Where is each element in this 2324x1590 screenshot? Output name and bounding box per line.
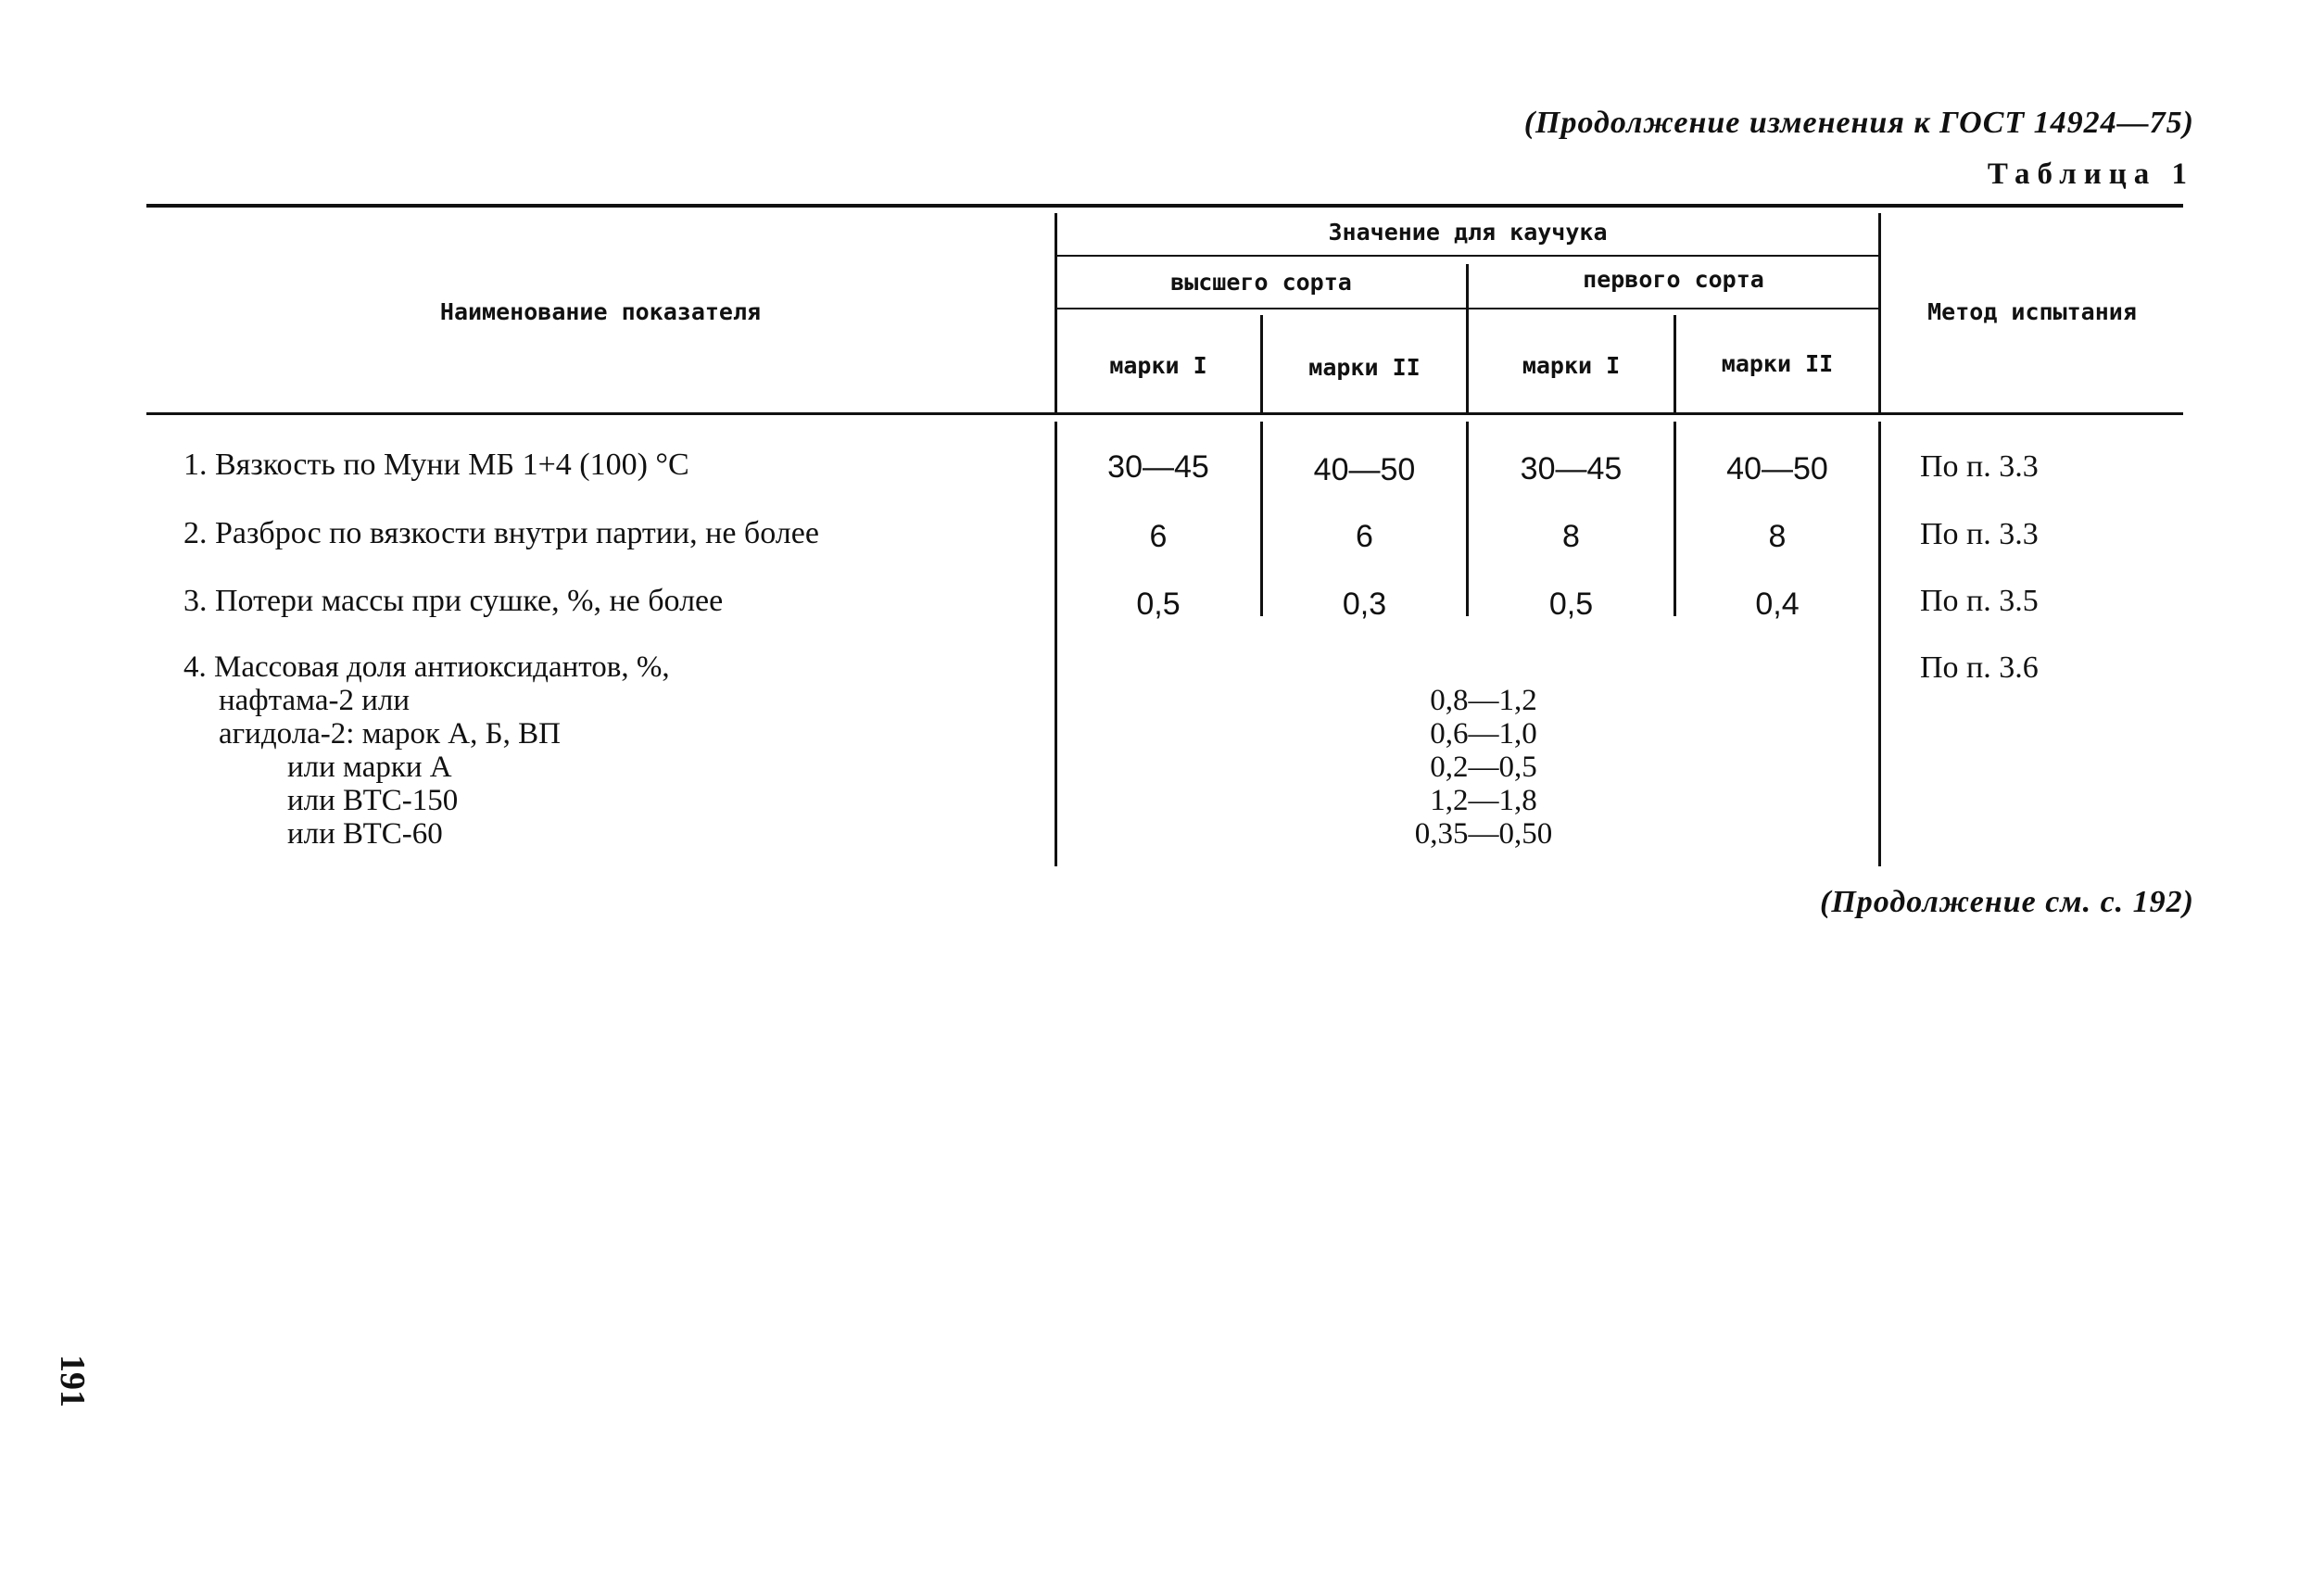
row-name-line: нафтама-2 или [219, 684, 410, 717]
row-name-line: или ВТС-60 [287, 817, 443, 851]
page-number: 191 [53, 1355, 92, 1407]
row-value: 0,2—0,5 [1430, 751, 1537, 784]
row-value: 0,35—0,50 [1414, 817, 1553, 851]
row-method: По п. 3.3 [1920, 517, 2039, 551]
col-header-name: Наименование показателя [439, 298, 762, 325]
row-value: 8 [1768, 519, 1787, 554]
col-header-brand1-first: марки I [1522, 352, 1621, 379]
continuation-footer: (Продолжение см. с. 192) [1820, 885, 2194, 919]
row-value: 30—45 [1520, 451, 1623, 486]
table-label: Таблица 1 [1987, 158, 2194, 191]
row-value: 40—50 [1313, 452, 1416, 487]
row-name: 3. Потери массы при сушке, %, не более [183, 584, 724, 618]
row-value: 0,5 [1548, 587, 1594, 622]
row-name: 1. Вязкость по Муни МБ 1+4 (100) °С [183, 448, 689, 482]
col-header-grade-top: высшего сорта [1170, 269, 1352, 296]
row-method: По п. 3.5 [1920, 584, 2039, 618]
row-method: По п. 3.6 [1920, 650, 2039, 685]
row-values [1335, 684, 1632, 851]
row-value: 0,8—1,2 [1430, 684, 1537, 717]
col-header-grade-first: первого сорта [1583, 266, 1764, 293]
col-header-brand1-top: марки I [1109, 352, 1207, 379]
col-header-method: Метод испытания [1927, 298, 2137, 325]
row-value: 6 [1356, 519, 1373, 554]
body-divider-method [1878, 422, 1881, 866]
value-group-rule [1056, 255, 1879, 257]
row-value: 8 [1562, 519, 1580, 554]
row-value: 30—45 [1107, 449, 1209, 485]
row-value: 6 [1149, 519, 1168, 554]
row-method: По п. 3.3 [1920, 449, 2039, 484]
row-name-line: 4. Массовая доля антиоксидантов, %, [183, 650, 670, 684]
header-bottom-rule [146, 412, 2183, 415]
body-divider-name [1055, 422, 1057, 866]
col-header-value-group: Значение для каучука [1328, 219, 1608, 246]
row-value: 0,5 [1136, 587, 1181, 622]
row-value: 0,6—1,0 [1430, 717, 1537, 751]
row-value: 0,4 [1755, 587, 1800, 622]
row-name-line: агидола-2: марок А, Б, ВП [219, 717, 561, 751]
row-name: 2. Разброс по вязкости внутри партии, не более [183, 516, 819, 550]
row-name-line: или марки А [287, 751, 452, 784]
row-name-line: или ВТС-150 [287, 784, 459, 817]
row-name [183, 650, 670, 851]
row-value: 0,3 [1342, 587, 1387, 622]
row-value: 1,2—1,8 [1430, 784, 1537, 817]
col-header-brand2-first: марки II [1721, 350, 1834, 377]
col-header-brand2-top: марки II [1308, 354, 1421, 381]
continuation-header: (Продолжение изменения к ГОСТ 14924—75) [1523, 106, 2194, 140]
row-value: 40—50 [1726, 451, 1828, 486]
table-top-rule [146, 204, 2183, 208]
